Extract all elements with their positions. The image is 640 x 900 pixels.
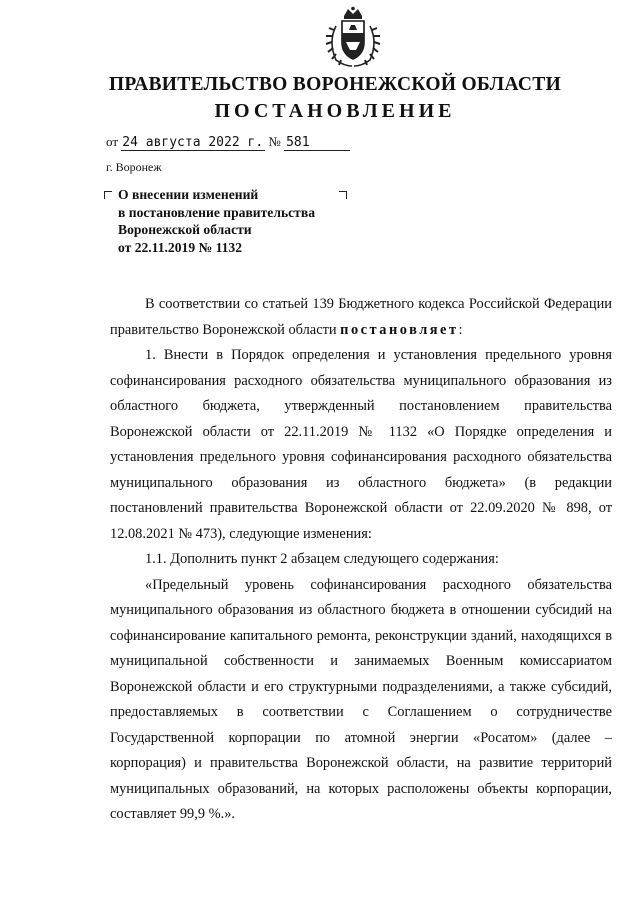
organization-title: ПРАВИТЕЛЬСТВО ВОРОНЕЖСКОЙ ОБЛАСТИ (108, 74, 562, 95)
coat-of-arms-icon (322, 6, 384, 70)
subject-corner-right (339, 191, 347, 199)
document-body (110, 292, 612, 828)
subject-line: О внесении изменений (118, 187, 259, 202)
quoted-amendment-paragraph: «Предельный уровень софинансирования расходного обязательства муниципального образования из областного бюджета в отношении субсидий на софинансирование капитального ремонта, реконструкции зданий, находящихся в муниципальной собственности и занимаемых Военным комиссариатом Воронежской области и его структурными подразделениями, а также субсидий, предоставляемых в соответствии с Соглашением о сотрудничестве Государственной корпорации по атомной энергии «Росатом» (далее – корпорация) и правительства Воронежской области, на развитие территорий муниципальных образований, на которых расположены объекты корпорации, составляет 99,9 %.». (110, 576, 612, 822)
document-date: 24 августа 2022 г. (122, 135, 264, 150)
subject-line: от 22.11.2019 № 1132 (118, 239, 243, 255)
item-1-1-paragraph: 1.1. Дополнить пункт 2 абзацем следующего содержания: (145, 551, 499, 567)
resolves-keyword: постановляет (340, 321, 459, 338)
subject-line: в постановление правительства (118, 204, 315, 220)
intro-paragraph (110, 292, 612, 343)
item-1-paragraph: 1. Внести в Порядок определения и установления предельного уровня софинансирования расходного обязательства муниципального образования из областного бюджета, утвержденный постановлением правительства Воронежской области от 22.11.2019 № 1132 «О Порядке определения и установления предельного уровня софинансирования расходного обязательства муниципального образования из областного бюджета» (в редакции постановлений правительства Воронежской области от 22.09.2020 № 898, от 12.08.2021 № 473), следующие изменения: (110, 347, 612, 542)
subject-line: Воронежской области (118, 222, 252, 237)
issue-city: г. Воронеж (106, 160, 162, 174)
document-subject (118, 186, 315, 256)
date-number-line (106, 134, 350, 151)
date-prefix: от (106, 134, 119, 149)
number-sign: № (268, 134, 281, 149)
document-type-heading: ПОСТАНОВЛЕНИЕ (214, 100, 456, 122)
subject-corner-left (104, 191, 112, 199)
document-number: 581 (284, 135, 350, 151)
intro-colon: : (458, 321, 463, 338)
intro-text: В соответствии со статьей 139 Бюджетного кодекса Российской Федерации правительство Воронежской области (110, 296, 612, 338)
